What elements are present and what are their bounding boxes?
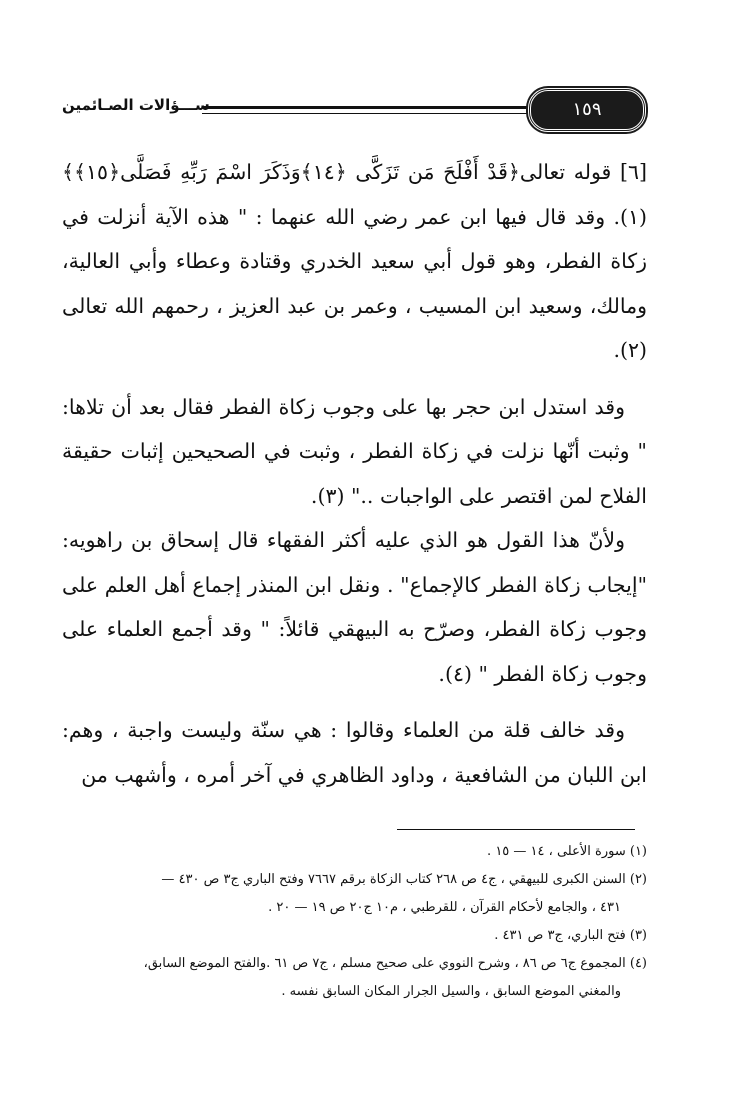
paragraph-3: ولأنّ هذا القول هو الذي عليه أكثر الفقهاء قال إسحاق بن راهويه: "إيجاب زكاة الفطر كالإجماع" . ونقل ابن المنذر إجماع أهل العلم على وجوب زكاة الفطر، وصرّح به البيهقي قائلاً: " وقد أجمع العلماء على وجوب زكاة الفطر " (٤). — [62, 528, 647, 686]
footnote-2-continued: ٤٣١ ، والجامع لأحكام القرآن ، للقرطبي ، م١٠ ج٢٠ ص ١٩ — ٢٠ . — [268, 900, 621, 915]
footnotes — [62, 838, 647, 1006]
running-title: ســـؤالات الصـائمين — [62, 96, 210, 114]
paragraph-2: وقد استدل ابن حجر بها على وجوب زكاة الفطر فقال بعد أن تلاها: " وثبت أنّها نزلت في زكاة الفطر ، وثبت في الصحيحين إثبات حقيقة الفلاح لمن اقتصر على الواجبات .." (٣). — [62, 394, 647, 508]
footnote-3: (٣) فتح الباري، ج٣ ص ٤٣١ . — [494, 928, 647, 943]
footnote-4: (٤) المجموع ج٦ ص ٨٦ ، وشرح النووي على صحيح مسلم ، ج٧ ص ٦١ .والفتح الموضع السابق، — [143, 956, 647, 971]
paragraph-4: وقد خالف قلة من العلماء وقالوا : هي سنّة وليست واجبة ، وهم: ابن اللبان من الشافعية ، وداود الظاهري في آخر أمره ، وأشهب من — [62, 718, 647, 787]
paragraph-1: [٦] قوله تعالى﴿قَدْ أَفْلَحَ مَن تَزَكَّى ﴿١٤﴾وَذَكَرَ اسْمَ رَبِّهِ فَصَلَّى﴿١٥﴾﴾(١). وقد قال فيها ابن عمر رضي الله عنهما : " هذه الآية أنزلت في زكاة الفطر، وهو قول أبي سعيد الخدري وقتادة وعطاء وأبي العالية، ومالك، وسعيد ابن المسيب ، وعمر بن عبد العزيز ، رحمهم الله تعالى (٢). — [62, 160, 647, 362]
main-text — [62, 150, 647, 797]
footnote-separator — [397, 829, 635, 830]
footnote-1: (١) سورة الأعلى ، ١٤ — ١٥ . — [487, 844, 647, 859]
page-number-badge: ١٥٩ — [528, 88, 646, 132]
footnote-2: (٢) السنن الكبرى للبيهقي ، ج٤ ص ٢٦٨ كتاب الزكاة برقم ٧٦٦٧ وفتح الباري ج٣ ص ٤٣٠ — — [161, 872, 647, 887]
page-header — [62, 84, 642, 134]
footnote-4-continued: والمغني الموضع السابق ، والسيل الجرار المكان السابق نفسه . — [281, 984, 621, 999]
